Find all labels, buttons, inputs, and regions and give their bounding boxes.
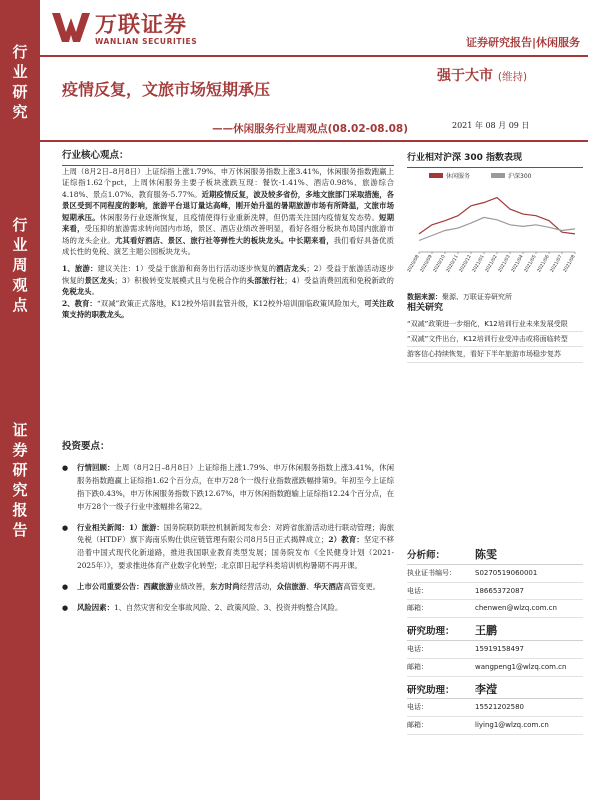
assistant-row	[407, 679, 583, 700]
legend-label: 沪深300	[508, 172, 532, 180]
sidebar-char: 业	[12, 236, 28, 254]
tourism-b4: 免税龙头	[62, 287, 92, 297]
sidebar-char: 行	[12, 216, 28, 234]
education-highlight: 可关注政策支持的职教龙头。	[62, 298, 394, 320]
sidebar-label-bottom	[0, 420, 40, 540]
sidebar-char: 研	[12, 461, 28, 479]
x-tick-label: 2020/11	[445, 254, 460, 274]
related-heading: 相关研究	[407, 303, 444, 313]
email-line	[407, 717, 583, 735]
core-p1-text: 上周（8月2日–8月8日）上证综指上涨1.79%、申万休闲服务指数上涨3.41%，休闲服务指数跑赢上证综指1.62个pct，上周休闲服务主要子板块涨跌互现：餐饮-1.41%、酒店0.98%、旅游综合4.18%、景点1.07%、教育服务-5.77%。	[62, 166, 394, 199]
bullet-mid: 2）教育：	[328, 535, 364, 545]
company-sep: 、	[306, 582, 314, 592]
bullet-head: 风险因素：	[77, 603, 114, 613]
email-line	[407, 659, 583, 677]
assistant-name: 李滢	[475, 682, 497, 696]
analyst-role: 分析师：	[407, 550, 446, 561]
company-2-note: 经营活动，	[239, 582, 277, 592]
tourism-head: 1、旅游：	[62, 264, 98, 274]
sidebar-char: 究	[12, 481, 28, 499]
logo-text-cn: 万联证券	[95, 13, 188, 38]
subtitle: ——休闲服务行业周观点(08.02-08.08)	[212, 123, 408, 135]
tourism-m3: ；4）受益消费回流和免税新政的	[284, 275, 394, 285]
sidebar-char: 究	[12, 103, 28, 121]
x-tick-label: 2021/01	[471, 254, 486, 274]
x-tick-label: 2021/07	[549, 254, 564, 274]
legend-swatch	[429, 173, 443, 178]
chart-section	[407, 152, 583, 303]
cert-value: S0270519060001	[475, 568, 538, 577]
core-views-heading: 行业核心观点：	[62, 149, 394, 166]
invest-heading: 投资要点：	[62, 441, 110, 452]
invest-list	[62, 462, 394, 616]
phone-line	[407, 583, 583, 601]
related-item[interactable]: “双减”政策进一步细化，K12培训行业未来发展受限	[407, 317, 583, 332]
company-1: 西藏旅游	[143, 582, 174, 592]
core-p1-highlight: 近期疫情反复，波及较多省份，多地文旅部门采取措施，各景区受到不同程度的影响，旅游平台退订量达高峰，刚开始升温的暑期旅游市场有所降温，文旅市场短期承压。	[62, 189, 394, 222]
phone-value: 15919158497	[475, 644, 524, 653]
core-p2-head: 短期来看，	[62, 212, 394, 234]
email-value[interactable]: liying1@wlzq.com.cn	[475, 721, 549, 730]
page-title: 疫情反复，文旅市场短期承压	[62, 80, 271, 99]
email-value[interactable]: chenwen@wlzq.com.cn	[475, 604, 557, 613]
source-text: 聚源、万联证券研究所	[442, 293, 512, 302]
education-head: 2、教育：	[62, 298, 97, 308]
sidebar-char: 券	[12, 441, 28, 459]
core-p2-highlight: 尤其看好酒店、景区、旅行社等弹性大的板块龙头。中长期来看，	[114, 235, 334, 245]
list-item	[62, 462, 394, 514]
email-label: 邮箱：	[407, 662, 428, 671]
analyst-box	[407, 544, 583, 735]
sidebar-char: 告	[12, 521, 28, 539]
assistant-name: 王鹏	[475, 624, 497, 638]
phone-line	[407, 641, 583, 659]
rating-label: 强于大市	[437, 68, 493, 84]
performance-chart	[407, 168, 583, 286]
assistant-role: 研究助理：	[407, 684, 455, 696]
bullet-tail: 坚定不移沿着中国式现代化新道路，推进我国职业教育类型发展；国务院发布《全民健身计划（2021-2025年）》，要求推进体育产业数字化转型；北京即日起学科类培训机构暑期不再开课。	[77, 535, 394, 571]
core-views-section	[62, 149, 394, 321]
sidebar-char: 行	[12, 43, 28, 61]
analyst-name: 陈雯	[475, 548, 497, 561]
bullet-text: 1、自然灾害和安全事故风险、2、政策风险、3、投资并购整合风险。	[113, 603, 343, 613]
legend-swatch	[491, 173, 505, 178]
x-tick-label: 2020/09	[419, 254, 434, 274]
phone-value: 18665372087	[475, 586, 524, 595]
email-label: 邮箱：	[407, 721, 428, 730]
wanlian-logo-icon	[51, 10, 91, 44]
tourism-m1: ；2）受益于旅游活动逐步恢复的	[62, 264, 394, 285]
sidebar-char: 证	[12, 421, 28, 439]
x-tick-label: 2021/05	[523, 254, 538, 274]
sidebar-char: 观	[12, 276, 28, 294]
core-paragraph-tourism	[62, 263, 394, 297]
x-tick-label: 2021/08	[562, 254, 577, 274]
list-item	[62, 602, 394, 615]
chart-title: 行业相对沪深 300 指数表现	[407, 152, 583, 168]
tourism-b1: 酒店龙头	[276, 264, 307, 274]
company-4: 华天酒店	[313, 582, 344, 592]
cert-label: 执业证书编号：	[407, 568, 456, 577]
phone-label: 电话：	[407, 586, 428, 595]
tourism-b3: 头部旅行社	[246, 275, 285, 285]
related-list	[407, 317, 583, 363]
related-section	[407, 302, 583, 363]
legend-label: 休闲服务	[446, 172, 471, 180]
x-tick-label: 2020/08	[407, 254, 421, 274]
bullet-head: 行业相关新闻：1）旅游：	[77, 522, 164, 532]
sidebar-label-top	[0, 42, 40, 122]
bullet-head: 上市公司重要公告：	[77, 582, 144, 592]
core-p1-tail: 休闲服务行业逐渐恢复，且疫情使得行业重新洗牌，但仍需关注国内疫情复发态势。	[99, 212, 380, 222]
x-tick-label: 2020/12	[458, 254, 473, 274]
related-item[interactable]: 游客信心持续恢复，看好下半年旅游市场稳步复苏	[407, 347, 583, 362]
sidebar	[0, 0, 40, 800]
rating-note: (维持)	[497, 71, 528, 83]
invest-section	[62, 440, 394, 623]
company-3: 众信旅游	[276, 582, 307, 592]
x-tick-label: 2021/04	[510, 254, 525, 274]
company-2: 东方时尚	[210, 582, 240, 592]
related-item[interactable]: “双减”文件出台，K12培训行业受冲击或将面临转型	[407, 332, 583, 347]
tourism-end: 。	[91, 287, 99, 297]
sidebar-char: 研	[12, 83, 28, 101]
sidebar-char: 点	[12, 296, 28, 314]
x-tick-label: 2020/10	[432, 254, 447, 274]
x-tick-label: 2021/03	[497, 254, 512, 274]
company-tail: 高管变更。	[343, 582, 381, 592]
phone-label: 电话：	[407, 644, 428, 653]
sidebar-char: 报	[12, 501, 28, 519]
tourism-text: 建议关注：1）受益于旅游和商务出行活动逐步恢复的	[97, 264, 277, 274]
rating	[437, 66, 527, 88]
sidebar-char: 业	[12, 63, 28, 81]
assistant-row	[407, 620, 583, 641]
list-item	[62, 522, 394, 574]
education-text: “双减”政策正式落地，K12校外培训监管升级，K12校外培训面临政策风险加大，	[96, 298, 365, 308]
report-type: 证券研究报告|休闲服务	[465, 36, 580, 49]
core-paragraph-1	[62, 166, 394, 258]
tourism-m2: ；3）积极转变发展模式且与免税合作的	[114, 275, 247, 285]
email-value[interactable]: wangpeng1@wlzq.com.cn	[475, 662, 567, 671]
series-line-1	[419, 217, 575, 240]
x-tick-label: 2021/02	[484, 254, 499, 274]
core-p2-tail: 我们看好具备优质成长性的免税、演艺主题公园板块龙头。	[62, 235, 394, 256]
bullet-text: 上周（8月2日–8月8日）上证综指上涨1.79%、申万休闲服务指数上涨3.41%，休闲服务指数跑赢上证综指1.62个百分点，在申万28个一级行业指数涨跌幅排第9。年初至今上证综指下跌0.43%，申万休闲服务指数下跌12.67%，申万休闲指数跑输上证综指12.24个百分点，在申万28个一级子行业中涨幅排名第22。	[77, 462, 394, 511]
sidebar-char: 周	[12, 256, 28, 274]
bullet-text: 国务院联防联控机制新闻发布会：对跨省旅游活动进行联动管理；海旅免税（HTDF）旗下海南乐购仕供应链管理有限公司8月5日正式揭牌成立；	[77, 522, 394, 545]
bullet-head: 行情回顾：	[77, 462, 115, 472]
analyst-row	[407, 544, 583, 565]
core-paragraph-education	[62, 298, 394, 321]
title-divider	[40, 140, 588, 142]
sidebar-label-mid	[0, 215, 40, 315]
cert-line	[407, 565, 583, 583]
phone-label: 电话：	[407, 703, 428, 712]
phone-line	[407, 699, 583, 717]
core-p2-text: 受压抑的旅游需求转向国内市场，景区、酒店业绩改善明显，看好各细分板块布局国内旅游市场的龙头企业。	[62, 224, 394, 245]
phone-value: 15521202580	[475, 703, 524, 712]
x-tick-label: 2021/06	[536, 254, 551, 274]
list-item	[62, 581, 394, 594]
email-line	[407, 600, 583, 618]
logo-text-en: WANLIAN SECURITIES	[95, 37, 198, 46]
source-label: 数据来源：	[407, 293, 442, 302]
tourism-b2: 景区龙头	[84, 275, 115, 285]
report-date: 2021 年 08 月 09 日	[452, 121, 530, 130]
header-divider	[40, 55, 588, 57]
company-1-note: 业绩改善，	[173, 582, 211, 592]
email-label: 邮箱：	[407, 604, 428, 613]
assistant-role: 研究助理：	[407, 626, 455, 638]
